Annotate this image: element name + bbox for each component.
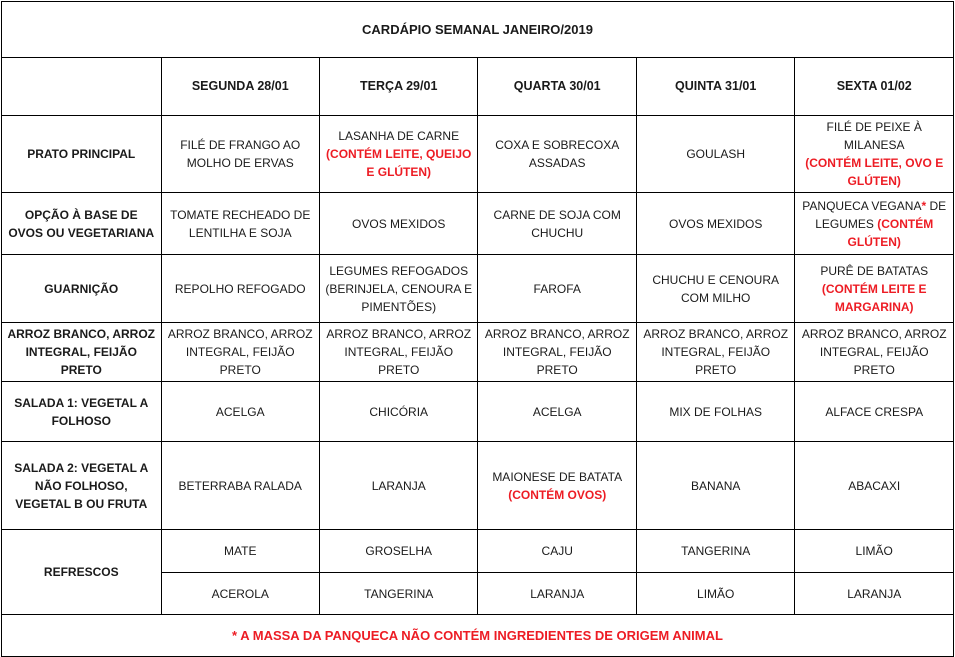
menu-cell: [795, 530, 954, 573]
menu-cell: [478, 116, 636, 193]
menu-cell: [319, 382, 477, 442]
dish-text: ARROZ BRANCO, ARROZ INTEGRAL, FEIJÃO PRETO: [643, 327, 789, 377]
row-label-guarnicao: GUARNIÇÃO: [2, 255, 162, 323]
menu-cell: [161, 323, 319, 382]
table-row: [2, 382, 954, 442]
column-header-sexta: SEXTA 01/02: [795, 58, 954, 116]
corner-cell: [2, 58, 162, 116]
dish-text: REPOLHO REFOGADO: [174, 281, 306, 296]
menu-cell: [795, 116, 954, 193]
menu-cell: [478, 442, 636, 530]
dish-text: MIX DE FOLHAS: [669, 404, 763, 419]
menu-cell: [319, 193, 477, 255]
dish-text: OVOS MEXIDOS: [669, 216, 763, 231]
menu-cell: [161, 116, 319, 193]
menu-cell: [319, 323, 477, 382]
allergen-note: (CONTÉM LEITE, OVO E GLÚTEN): [805, 156, 944, 188]
dish-text: ARROZ BRANCO, ARROZ INTEGRAL, FEIJÃO PRETO: [326, 327, 472, 377]
menu-cell: [795, 382, 954, 442]
menu-cell: [478, 255, 636, 323]
allergen-note: (CONTÉM GLÚTEN): [847, 216, 934, 249]
dish-text: LARANJA: [371, 478, 426, 493]
menu-cell: [161, 193, 319, 255]
menu-cell: [319, 255, 477, 323]
dish-text: LEGUMES REFOGADOS (BERINJELA, CENOURA E PIMENTÕES): [325, 263, 473, 314]
table-row: [2, 530, 954, 573]
menu-cell: [161, 382, 319, 442]
dish-text: LARANJA: [847, 586, 902, 601]
menu-cell: [795, 193, 954, 255]
dish-text: TOMATE RECHEADO DE LENTILHA E SOJA: [170, 207, 311, 240]
table-row: [2, 255, 954, 323]
dish-text: DE LEGUMES: [815, 198, 947, 231]
menu-cell: [636, 255, 794, 323]
dish-text: OVOS MEXIDOS: [352, 216, 446, 231]
row-label-salada-1: SALADA 1: VEGETAL A FOLHOSO: [2, 382, 162, 442]
dish-text: GOULASH: [686, 147, 746, 161]
table-row: [2, 323, 954, 382]
dish-text: CAJU: [541, 544, 573, 558]
dish-text: ARROZ BRANCO, ARROZ INTEGRAL, FEIJÃO PRETO: [801, 327, 947, 377]
menu-cell: [795, 255, 954, 323]
menu-cell: [795, 573, 954, 615]
menu-cell: [161, 530, 319, 573]
menu-cell: [478, 530, 636, 573]
dish-text: FILÉ DE PEIXE À MILANESA: [826, 120, 922, 152]
menu-cell: [636, 530, 794, 573]
menu-cell: [319, 573, 477, 615]
menu-cell: [795, 442, 954, 530]
table-row: [2, 442, 954, 530]
dish-text: ARROZ BRANCO, ARROZ INTEGRAL, FEIJÃO PRETO: [484, 327, 630, 377]
dish-text: ACELGA: [532, 404, 582, 419]
row-label-prato-principal: PRATO PRINCIPAL: [2, 116, 162, 193]
dish-text: CHICÓRIA: [369, 404, 429, 419]
dish-text: MAIONESE DE BATATA: [492, 469, 623, 484]
dish-text: COXA E SOBRECOXA ASSADAS: [495, 138, 620, 170]
dish-text: LIMÃO: [697, 586, 735, 601]
menu-cell: [161, 573, 319, 615]
dish-text: TANGERINA: [681, 544, 751, 558]
dish-text: FILÉ DE FRANGO AO MOLHO DE ERVAS: [180, 138, 301, 170]
dish-text: FAROFA: [533, 281, 581, 296]
table-row: [2, 193, 954, 255]
dish-text: LIMÃO: [855, 544, 893, 558]
dish-text: LASANHA DE CARNE: [338, 129, 460, 143]
dish-text: TANGERINA: [364, 586, 434, 601]
menu-cell: [636, 116, 794, 193]
table-row: [2, 116, 954, 193]
menu-cell: [478, 193, 636, 255]
dish-text: ALFACE CRESPA: [825, 404, 924, 419]
menu-cell: [478, 573, 636, 615]
column-header-quinta: QUINTA 31/01: [636, 58, 794, 116]
dish-text: BETERRABA RALADA: [178, 478, 302, 493]
row-label-opcao-vegetariana: OPÇÃO À BASE DE OVOS OU VEGETARIANA: [2, 193, 162, 255]
allergen-note: (CONTÉM OVOS): [508, 487, 607, 502]
allergen-note: (CONTÉM LEITE E MARGARINA): [821, 281, 927, 314]
menu-cell: [636, 573, 794, 615]
menu-cell: [161, 255, 319, 323]
dish-text: PANQUECA VEGANA: [802, 198, 922, 213]
dish-text: LARANJA: [530, 586, 585, 601]
footnote-asterisk: *: [921, 198, 927, 213]
menu-cell: [636, 442, 794, 530]
menu-cell: [478, 382, 636, 442]
menu-cell: [161, 442, 319, 530]
page-title: CARDÁPIO SEMANAL JANEIRO/2019: [2, 2, 954, 58]
dish-text: CARNE DE SOJA COM CHUCHU: [493, 207, 621, 240]
dish-text: BANANA: [691, 478, 741, 493]
menu-cell: [795, 323, 954, 382]
dish-text: CHUCHU E CENOURA COM MILHO: [652, 272, 780, 305]
column-header-segunda: SEGUNDA 28/01: [161, 58, 319, 116]
menu-cell: [319, 116, 477, 193]
menu-cell: [636, 382, 794, 442]
dish-text: MATE: [224, 544, 257, 558]
menu-cell: [478, 323, 636, 382]
row-label-salada-2: SALADA 2: VEGETAL A NÃO FOLHOSO, VEGETAL B OU FRUTA: [2, 442, 162, 530]
dish-text: PURÊ DE BATATAS: [820, 263, 929, 278]
column-header-quarta: QUARTA 30/01: [478, 58, 636, 116]
menu-cell: [319, 442, 477, 530]
dish-text: ABACAXI: [848, 478, 901, 493]
menu-cell: [636, 193, 794, 255]
menu-cell: [636, 323, 794, 382]
dish-text: GROSELHA: [365, 544, 433, 558]
dish-text: ARROZ BRANCO, ARROZ INTEGRAL, FEIJÃO PRETO: [167, 327, 313, 377]
row-label-refrescos: REFRESCOS: [2, 530, 162, 615]
footnote: * A MASSA DA PANQUECA NÃO CONTÉM INGREDIENTES DE ORIGEM ANIMAL: [2, 615, 954, 657]
menu-cell: [319, 530, 477, 573]
dish-text: ACEROLA: [211, 586, 269, 601]
column-header-terca: TERÇA 29/01: [319, 58, 477, 116]
menu-table: [1, 1, 954, 657]
row-label-arroz-feijao: ARROZ BRANCO, ARROZ INTEGRAL, FEIJÃO PRETO: [2, 323, 162, 382]
allergen-note: (CONTÉM LEITE, QUEIJO E GLÚTEN): [326, 147, 472, 179]
dish-text: ACELGA: [215, 404, 265, 419]
